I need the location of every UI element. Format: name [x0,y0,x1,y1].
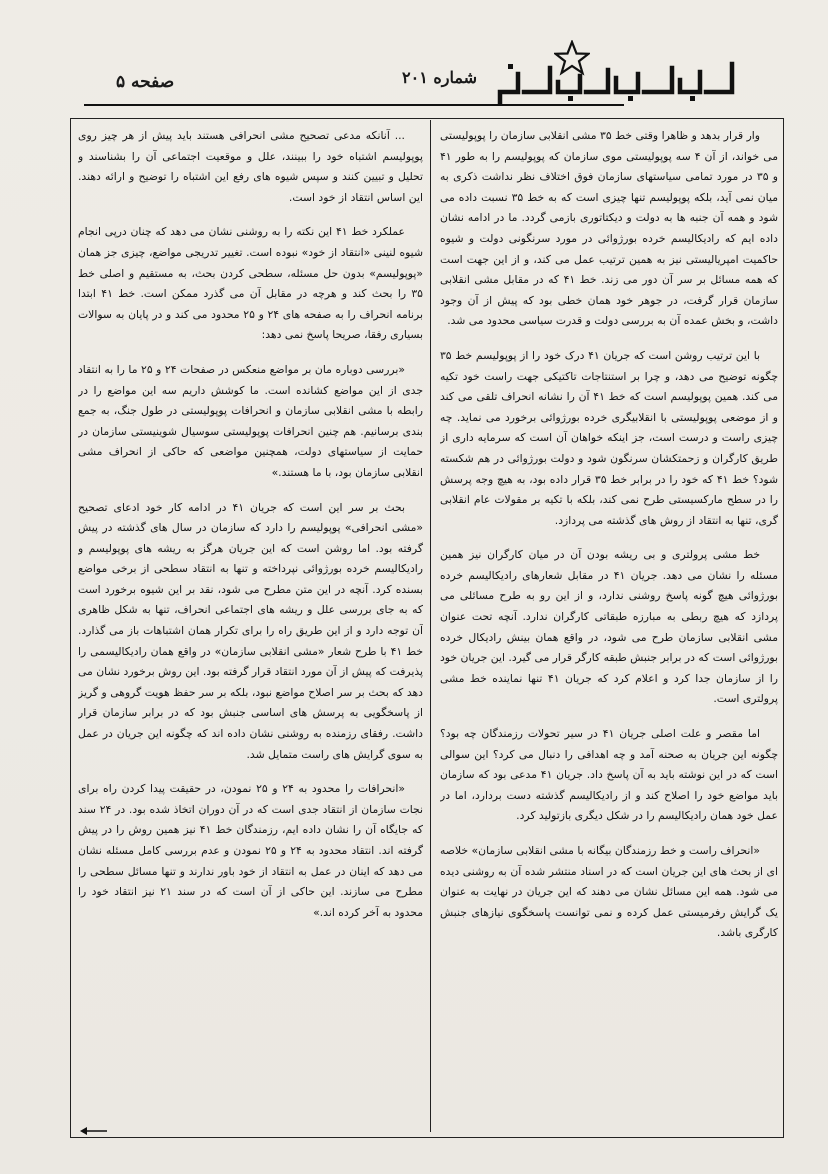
paragraph: ... آنانکه مدعی تصحیح مشی انحرافی هستند باید پیش از هر چیز روی پوپولیسم اشتباه خود را ببینند، علل و موقعیت اجتماعی آن را بشناسند و تحلیل و تبیین کنند و سپس شیوه های رفع این اشتباه را توضیح و ارائه دهند. این اساس انتقاد از خود است. [78,129,423,204]
paragraph: اما مقصر و علت اصلی جریان ۴۱ در سیر تحولات رزمندگان چه بود؟ چگونه این جریان به صحنه آمد و چه اهدافی را دنبال می کرد؟ این سوالی است که در این نوشته باید به آن پاسخ داد. جریان ۴۱ مدعی بود که سازمان باید مواضع خود را اصلاح کند و از رادیکالیسم گذشته دست بردارد، اما در عمل خود همان رادیکالیسم را در شکل دیگری بازتولید کرد. [440,727,778,823]
paragraph: «انحراف راست و خط رزمندگان بیگانه با مشی انقلابی سازمان» خلاصه ای از بحث های این جریان است که در اسناد منتشر شده آن به روشنی دیده می شود. همه این مسائل نشان می دهند که این جریان در نهایت به عنوان یک گرایش رفرمیستی عمل کرده و نمی توانست پاسخگوی نیازهای جنبش کارگری باشد. [440,844,778,940]
left-column [78,126,423,1131]
page-header [84,40,784,116]
page-number: صفحه ۵ [116,72,175,92]
masthead-logo [494,58,744,108]
paragraph: خط مشی پرولتری و بی ریشه بودن آن در میان کارگران نیز همین مسئله را نشان می دهد. جریان ۴۱ در مقابل شعارهای رادیکالیسم خرده بورژوائی هیچ گونه پاسخ روشنی ندارد، و از این رو به طرح مسائلی می پردازد که هیچ ربطی به مبارزه طبقاتی کارگران ندارد. آنچه تحت عنوان مشی انقلابی سازمان طرح می شود، در واقع همان بینش رادیکال خرده بورژوائی است که در برابر جنبش طبقه کارگر قرار می گیرد. این جریان خود را از سازمان جدا کرد و اعلام کرد که جریان ۴۱ تنها نماینده خط مشی پرولتری است. [440,548,778,706]
column-divider [430,120,431,1132]
star-icon [554,40,590,76]
issue-number: شماره ۲۰۱ [402,68,477,87]
paragraph: «بررسی دوباره مان بر مواضع منعکس در صفحات ۲۴ و ۲۵ ما را به انتقاد جدی از این مواضع کشانده است. ما کوشش داریم سه این مواضع را در رابطه با مشی انقلابی سازمان و انحرافات پوپولیستی در طول جنگ، به جمع بندی برسانیم. هم چنین انحرافات پوپولیستی سوسیال شوینیستی سازمان در حمایت از سیاستهای دولت، همچنین مواضعی که حاکی از انحراف مشی انقلابی سازمان بود، با ما هستند.» [78,362,423,479]
header-rule [84,104,624,106]
left-arrow-icon [80,1124,108,1140]
right-column [440,126,778,1131]
publication-masthead [494,58,744,108]
paragraph: عملکرد خط ۴۱ این نکته را به روشنی نشان می دهد که چنان درپی انجام شیوه لنینی «انتقاد از خود» نبوده است. تغییر تدریجی مواضع، چیزی جز همان «پوپولیسم» بدون حل مسئله، سطحی کردن بحث، به مستقیم و اصلی خط ۳۵ را بحث کند و هرچه در مقابل آن می گذرد ممکن است. خط ۴۱ ابتدا برنامه انحراف را به صفحه های ۲۴ و ۲۵ محدود می کند و در پایان به سوالات بسیاری رفقا، صریحا پاسخ نمی دهد: [78,225,423,342]
paragraph: وار قرار بدهد و ظاهرا وقتی خط ۳۵ مشی انقلابی سازمان را پوپولیستی می خواند، از آن ۴ سه پوپولیستی موی سازمان که پوپولیسم را به طور ۴۱ و ۳۵ در مورد تمامی سیاستهای سازمان فوق اختلاف نظر نداشت ذکری به میان نمی آید، بلکه پوپولیسم تنها چیزی است که به خط ۳۵ نسبت داده می شود و همه آن جنبه ها به دولت و دیکتاتوری بازمی گردد. ما در ادامه نشان داده ایم که رادیکالیسم خرده بورژوائی در مورد سرنگونی دولت و شیوه حاکمیت امپریالیستی نیز به همین ترتیب عمل می کند، و از این جهت است که همه مسائل بر سر آن دور می زند. خط ۴۱ که در مقابل مشی انقلابی سازمان قرار گرفت، در جوهر خود همان خطی بود که پیش از آن وجود داشت، و بخش عمده آن به بررسی دولت و قدرت سیاسی محدود می شد. [440,129,778,328]
paragraph: با این ترتیب روشن است که جریان ۴۱ درک خود را از پوپولیسم خط ۳۵ چگونه توضیح می دهد، و چرا بر استنتاجات تاکتیکی جهت راست خود تکیه می کند. همین پوپولیسم است که خط ۴۱ آن را نشانه انحراف تلقی می کند و از موضعی پوپولیستی با انقلابیگری خرده بورژوائی برخورد می نماید. چه چیزی راست و درست است، جز اینکه خواهان آن است که سرمایه داری از طریق کارگران و زحمتکشان سرنگون شود و دولت بورژوائی در هم شکسته شود؟ خط ۴۱ که خود را در برابر خط ۳۵ قرار داده بود، به هیچ وجه پرسش را در سطح مارکسیستی طرح نمی کند، بلکه با تکیه بر مقولات عام انقلابی گری، تنها به انتقاد از روش های گذشته می پردازد. [440,348,778,527]
paragraph: «انحرافات را محدود به ۲۴ و ۲۵ نمودن، در حقیقت پیدا کردن راه برای نجات سازمان از انتقاد جدی است که در آن دوران اتخاذ شده بود. در ۲۴ سند که جایگاه آن را نشان داده ایم، رزمندگان خط ۴۱ نیز همین روش را در پیش گرفته اند. انتقاد محدود به ۲۴ و ۲۵ نمودن و عدم بررسی کامل مسئله نشان می دهد که اینان در عمل به انتقاد از خود باور ندارند و تنها مسائل سطحی را مطرح می سازند. این حاکی از آن است که در سند ۲۱ نیز انتقاد خود را محدود به آخر کرده اند.» [78,782,423,919]
paragraph: بحث بر سر این است که جریان ۴۱ در ادامه کار خود ادعای تصحیح «مشی انحرافی» پوپولیسم را دارد که سازمان در سال های گذشته در پیش گرفته بود. اما روشن است که این جریان هرگز به ریشه های پوپولیسم و رادیکالیسم خرده بورژوائی نپرداخته و تنها به انتقاد سطحی از برخی مواضع بسنده کرد. آنچه در این متن مطرح می شود، نقد بر این شیوه برخورد است که به جای بررسی علل و ریشه های اجتماعی انحراف، تنها به شکل ظاهری آن توجه دارد و از این طریق راه را برای تکرار همان اشتباهات باز می گذارد. خط ۴۱ با طرح شعار «مشی انقلابی سازمان» در واقع همان رادیکالیسمی را پذیرفت که پیش از آن مورد انتقاد قرار گرفته بود. این روش برخورد نشان می دهد که بحث بر سر اصلاح مواضع نبود، بلکه بر سر حفظ هویت گروهی و گریز از پاسخگویی به پرسش های اساسی جنبش بود که در برابر سازمان قرار داشت. رفقای رزمنده به روشنی نشان داده اند که چگونه این جریان در عمل به سوی گرایش های راست متمایل شد. [78,500,423,761]
